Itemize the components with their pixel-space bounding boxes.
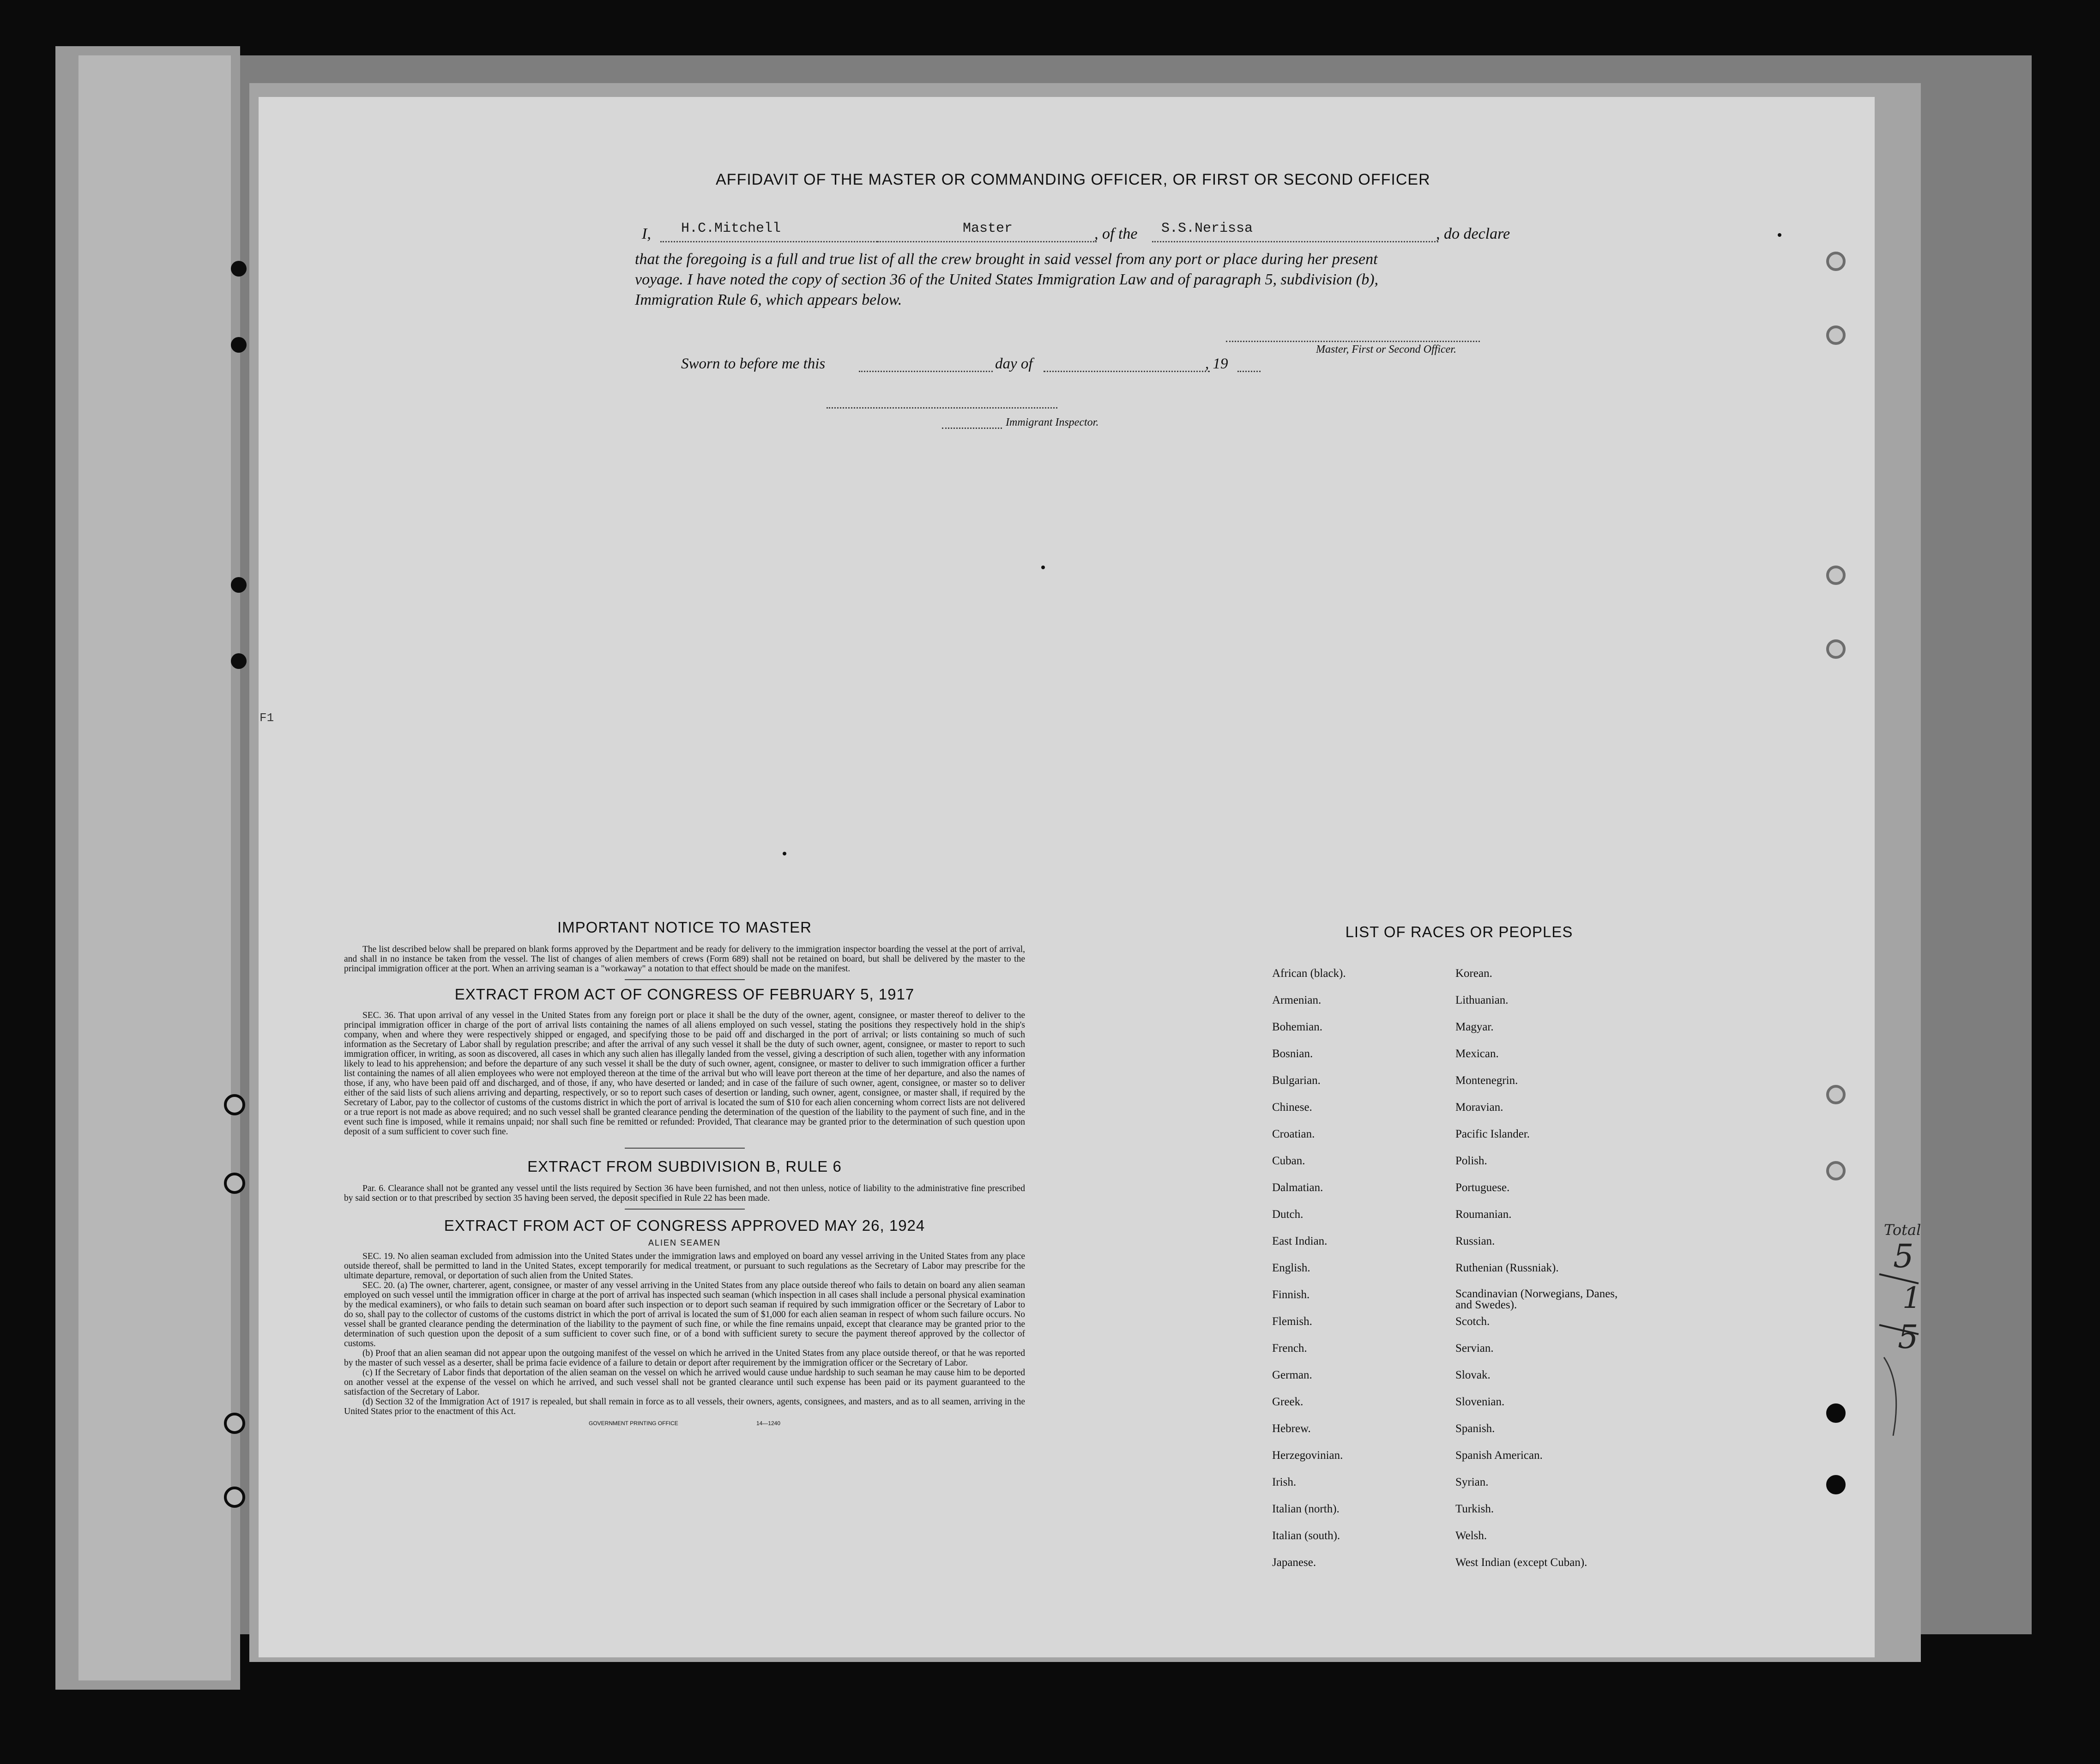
race-item: West Indian (except Cuban).	[1455, 1556, 1587, 1569]
tally-strokes	[1875, 1219, 1921, 1440]
extract-1924-subtitle: ALIEN SEAMEN	[648, 1238, 721, 1247]
races-list-right	[1455, 967, 1640, 1583]
race-item: Russian.	[1455, 1235, 1495, 1247]
race-item: Syrian.	[1455, 1476, 1489, 1488]
rank-line	[877, 241, 1097, 242]
inspector-signature-line	[827, 407, 1057, 409]
race-item: Slovenian.	[1455, 1396, 1505, 1408]
inspector-caption: Immigrant Inspector.	[1006, 416, 1099, 428]
sworn-day-line	[859, 371, 993, 372]
day-of-label: day of	[995, 355, 1033, 372]
race-item: Magyar.	[1455, 1021, 1494, 1033]
notice-title: IMPORTANT NOTICE TO MASTER	[557, 919, 812, 936]
race-item: Hebrew.	[1272, 1422, 1311, 1435]
form-code: 14—1240	[756, 1420, 780, 1427]
folder-left-sheet	[78, 55, 231, 1680]
races-title: LIST OF RACES OR PEOPLES	[1345, 923, 1573, 940]
printer-footer	[344, 1416, 1025, 1427]
extract-1924-title: EXTRACT FROM ACT OF CONGRESS APPROVED MAY 26, 1924	[444, 1217, 925, 1234]
section-divider	[625, 1209, 745, 1210]
race-item: Polish.	[1455, 1155, 1487, 1167]
binder-hole	[1826, 325, 1846, 345]
binder-hole	[224, 1487, 245, 1508]
binder-hole	[224, 1413, 245, 1434]
race-item: Finnish.	[1272, 1288, 1310, 1301]
race-item: Pacific Islander.	[1455, 1128, 1530, 1140]
signature-line	[1226, 341, 1480, 342]
binder-hole	[224, 1094, 245, 1115]
section-divider	[625, 1148, 745, 1149]
race-item: Servian.	[1455, 1342, 1494, 1355]
race-item: Turkish.	[1455, 1503, 1494, 1515]
page-speck	[783, 852, 786, 855]
tally-label: Total	[1884, 1221, 1921, 1239]
section-divider	[625, 979, 745, 980]
race-item: Croatian.	[1272, 1128, 1315, 1140]
printer-imprint: GOVERNMENT PRINTING OFFICE	[589, 1420, 678, 1427]
race-item: Irish.	[1272, 1476, 1297, 1488]
sworn-year-line	[1237, 371, 1261, 372]
inspector-caption-lead	[942, 427, 1002, 429]
race-item: Flemish.	[1272, 1315, 1312, 1328]
extract-1924-paragraph: SEC. 20. (a) The owner, charterer, agent, consignee, or master of any vessel arriving in the United States from any place outside thereof who fails to detain on board any alien seaman employed on such vessel until the immigration officer in charge at the port of arrival has inspected such seaman (which inspection in all cases shall include a personal physical examination by the medical examiners), or who fails to detain such seaman on board after such inspection or to deport such seaman if required by such immigration officer or the Secretary of Labor to do so, shall pay to the collector of customs of the customs district in which the port of arrival is located the sum of $1,000 for each alien seaman in respect of whom such failure occurs. No vessel shall be granted clearance pending the determination of the liability to the payment of such fine, or while the fine remains unpaid, except that clearance may be granted prior to the determination of such question upon the deposit of a sum sufficient to cover such fine, or of a bond with sufficient surety to secure the payment thereof approved by the collector of customs.	[344, 1281, 1025, 1349]
race-item: Scotch.	[1455, 1315, 1490, 1328]
binder-hole	[231, 337, 247, 353]
of-the-label: , of the	[1094, 225, 1138, 242]
race-item: Bulgarian.	[1272, 1074, 1321, 1087]
race-item: Italian (south).	[1272, 1529, 1340, 1542]
extract-1924-paragraph: (d) Section 32 of the Immigration Act of 1917 is repealed, but shall remain in force as to all vessels, their owners, agents, consignees, and masters, and as to all seamen, arriving in the United States prior to the enactment of this Act.	[344, 1397, 1025, 1416]
race-item: Bosnian.	[1272, 1048, 1313, 1060]
binder-hole	[1826, 252, 1846, 271]
sworn-month-line	[1044, 371, 1210, 372]
race-item: Montenegrin.	[1455, 1074, 1518, 1087]
race-item: East Indian.	[1272, 1235, 1328, 1247]
declarant-rank: Master	[963, 221, 1013, 236]
race-item: Spanish.	[1455, 1422, 1495, 1435]
declarant-prefix: I,	[642, 225, 651, 242]
race-item: German.	[1272, 1369, 1312, 1381]
race-item: Scandinavian (Norwegians, Danes, and Swedes).	[1455, 1288, 1618, 1311]
page-speck	[1778, 233, 1781, 237]
race-item: Japanese.	[1272, 1556, 1316, 1569]
race-item: Cuban.	[1272, 1155, 1305, 1167]
declaration-text	[635, 249, 1521, 310]
race-item: Herzegovinian.	[1272, 1449, 1343, 1462]
tally-top: 5	[1893, 1237, 1914, 1275]
declaration-line: voyage. I have noted the copy of section 36 of the United States Immigration Law and of paragraph 5, subdivision (b),	[635, 271, 1379, 288]
binder-hole	[1826, 639, 1846, 659]
race-item: Mexican.	[1455, 1048, 1499, 1060]
binder-hole	[231, 261, 247, 277]
extract-1917-title: EXTRACT FROM ACT OF CONGRESS OF FEBRUARY 5, 1917	[454, 986, 915, 1003]
race-item: Greek.	[1272, 1396, 1303, 1408]
affidavit-title: AFFIDAVIT OF THE MASTER OR COMMANDING OFFICER, OR FIRST OR SECOND OFFICER	[716, 171, 1430, 188]
races-list-left	[1272, 967, 1429, 1583]
race-item: Welsh.	[1455, 1529, 1487, 1542]
binder-hole	[224, 1173, 245, 1194]
notices-column	[344, 919, 1025, 1427]
binder-hole	[1826, 1403, 1846, 1423]
race-item: Spanish American.	[1455, 1449, 1543, 1462]
race-item: English.	[1272, 1262, 1310, 1274]
declarant-name: H.C.Mitchell	[681, 221, 781, 236]
extract-1924-paragraph: (c) If the Secretary of Labor finds that deportation of the alien seaman on the vessel on which he arrived would cause undue hardship to such seaman he may cause him to be deported on another vessel at the expense of the vessel on which he arrived, and such vessel shall not be granted clearance until such expense has been paid or its payment guaranteed to the satisfaction of the Secretary of Labor.	[344, 1368, 1025, 1397]
declaration-line: that the foregoing is a full and true list of all the crew brought in said vessel from any port or place during her present	[635, 251, 1378, 268]
race-item: Armenian.	[1272, 994, 1322, 1006]
name-line	[660, 241, 877, 242]
race-item: Korean.	[1455, 967, 1492, 980]
extract-rule6-title: EXTRACT FROM SUBDIVISION B, RULE 6	[527, 1158, 842, 1175]
race-item: Dutch.	[1272, 1208, 1303, 1221]
binder-hole	[1826, 566, 1846, 585]
tally-mid: 1	[1902, 1281, 1921, 1315]
sworn-label: Sworn to before me this	[681, 355, 826, 372]
race-item: Portuguese.	[1455, 1181, 1510, 1194]
binder-hole	[1826, 1475, 1846, 1494]
race-item: Bohemian.	[1272, 1021, 1323, 1033]
vessel-line	[1152, 241, 1438, 242]
race-item: Dalmatian.	[1272, 1181, 1323, 1194]
extract-rule6-body: Par. 6. Clearance shall not be granted any vessel until the lists required by Section 36 have been furnished, and not then unless, notice of liability to the administrative fine prescribed by said section or to that prescribed by section 35 having been served, the deposit specified in Rule 22 has been made.	[344, 1184, 1025, 1203]
signature-caption: Master, First or Second Officer.	[1316, 343, 1456, 355]
vessel-name: S.S.Nerissa	[1161, 221, 1253, 236]
page-speck	[1041, 566, 1045, 569]
race-item: Roumanian.	[1455, 1208, 1512, 1221]
binder-hole	[1826, 1085, 1846, 1104]
race-item: African (black).	[1272, 967, 1346, 980]
tally-bottom: 5	[1898, 1318, 1919, 1356]
race-item: French.	[1272, 1342, 1307, 1355]
extract-1917-body: SEC. 36. That upon arrival of any vessel in the United States from any foreign port or place it shall be the duty of the owner, agent, consignee, or master thereof to deliver to the principal immigration officer in charge of the port of arrival lists containing the names of all aliens employed on such vessel, stating the positions they respectively hold in the ship's company, when and where they were respectively shipped or engaged, and specifying those to be paid off and discharged in the port of arrival; or lists containing so much of such information as the Secretary of Labor shall by regulation prescribe; and after the arrival of any such vessel it shall be the duty of such owner, agent, consignee, or master to report to such immigration officer, in writing, as soon as discovered, all cases in which any such alien has illegally landed from the vessel, giving a description of such alien, together with any information likely to lead to his apprehension; and before the departure of any such vessel it shall be the duty of such owner, agent, consignee, or master to deliver to such immigration officer a further list containing the names of all alien employees who were not employed thereon at the time of the arrival but who will leave port thereon at the time of her departure, and also the names of those, if any, who have been paid off and discharged, and of those, if any, who have deserted or landed; and in case of the failure of such owner, agent, consignee, or master so to deliver either of the said lists of such aliens arriving and departing, respectively, or so to report such cases of desertion or landing, such owner, agent, consignee, or master shall, if required by the Secretary of Labor, pay to the collector of customs of the customs district in which the port of arrival is located the sum of $10 for each alien concerning whom correct lists are not delivered or a true report is not made as above required; and no such vessel shall be granted clearance pending the determination of the question of the liability to the payment of such fine, and in the event such fine is imposed, while it remains unpaid; nor shall such fine be remitted or refunded: Provided, That clearance may be granted prior to the determination of such question upon deposit of a sum sufficient to cover such fine.	[344, 1011, 1025, 1137]
race-item: Lithuanian.	[1455, 994, 1509, 1006]
binder-hole	[231, 577, 247, 593]
do-declare-label: , do declare	[1436, 225, 1510, 242]
race-item: Italian (north).	[1272, 1503, 1340, 1515]
year-label: , 19	[1205, 355, 1228, 372]
race-item: Moravian.	[1455, 1101, 1503, 1114]
extract-1924-paragraph: (b) Proof that an alien seaman did not appear upon the outgoing manifest of the vessel on which he arrived in the United States from any place outside thereof, or that he was reported by the master of such vessel as a deserter, shall be prima facie evidence of a failure to detain or deport after requirement by the immigration officer or the Secretary of Labor.	[344, 1349, 1025, 1368]
edge-mark: F1	[259, 711, 274, 725]
race-item: Ruthenian (Russniak).	[1455, 1262, 1559, 1274]
declaration-line: Immigration Rule 6, which appears below.	[635, 291, 902, 308]
race-item: Slovak.	[1455, 1369, 1491, 1381]
binder-hole	[1826, 1161, 1846, 1180]
race-item: Chinese.	[1272, 1101, 1312, 1114]
binder-hole	[231, 653, 247, 669]
notice-body: The list described below shall be prepared on blank forms approved by the Department and be ready for delivery to the immigration inspector boarding the vessel at the port of arrival, and shall in no instance be taken from the vessel. The list of changes of alien members of crews (Form 689) shall not be retained on board, but shall be delivered by the master to the principal immigration officer at the port. When an arriving seaman is a "workaway" a notation to that effect should be made on the manifest.	[344, 945, 1025, 974]
extract-1924-paragraph: SEC. 19. No alien seaman excluded from admission into the United States under the immigration laws and employed on board any vessel arriving in the United States from any place outside thereof, shall be permitted to land in the United States, except temporarily for medical treatment, or pursuant to such regulations as the Secretary of Labor may prescribe for the ultimate departure, removal, or deportation of such alien from the United States.	[344, 1252, 1025, 1281]
